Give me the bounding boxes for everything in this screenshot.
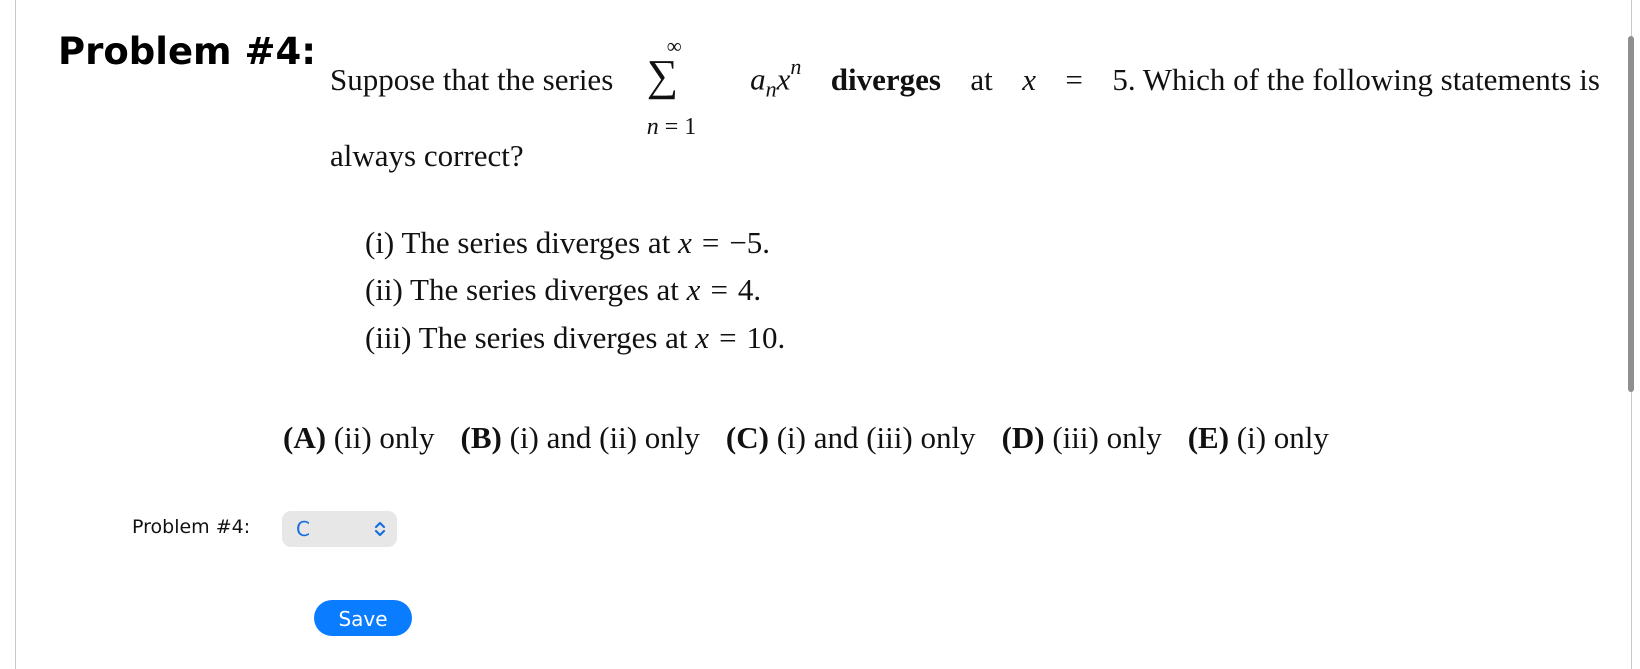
statement-var: x bbox=[678, 225, 692, 260]
sigma-glyph: ∑ bbox=[646, 51, 679, 101]
statement-var: x bbox=[695, 320, 710, 355]
term-subscript: n bbox=[765, 76, 777, 102]
summation-symbol bbox=[646, 34, 717, 141]
statement-text: (ii) The series diverges at bbox=[365, 272, 679, 307]
at-word: at bbox=[970, 62, 993, 98]
statement-value: −5. bbox=[729, 225, 771, 260]
answer-select[interactable] bbox=[282, 511, 397, 547]
statement-i bbox=[365, 225, 770, 261]
summation-lower-eq: = 1 bbox=[658, 114, 697, 141]
choice-text: (i) only bbox=[1236, 420, 1329, 455]
choice-text: (i) and (iii) only bbox=[776, 420, 976, 455]
statement-var: x bbox=[686, 272, 701, 307]
statement-ii bbox=[365, 272, 761, 308]
equals-sign: = bbox=[1065, 62, 1083, 98]
answer-label: Problem #4: bbox=[132, 516, 251, 538]
chevron-up-down-icon bbox=[373, 519, 387, 539]
answer-selected-value: C bbox=[296, 517, 310, 541]
choice-c bbox=[726, 420, 976, 456]
bold-diverges: diverges bbox=[830, 62, 941, 98]
question-prefix: Suppose that the series bbox=[330, 62, 614, 98]
choice-letter: (A) bbox=[283, 420, 327, 455]
statement-value: 10. bbox=[746, 320, 786, 355]
summation-upper-limit: ∞ bbox=[666, 34, 682, 59]
question-suffix: 5. Which of the following statements is bbox=[1112, 62, 1600, 98]
question-line-1 bbox=[330, 34, 1600, 141]
statement-value: 4. bbox=[737, 272, 762, 307]
choice-d bbox=[1002, 420, 1162, 456]
statement-text: (iii) The series diverges at bbox=[365, 320, 688, 355]
choice-e bbox=[1188, 420, 1329, 456]
term-superscript: n bbox=[790, 54, 802, 79]
question-line-2: always correct? bbox=[330, 138, 524, 173]
term-a: a bbox=[750, 61, 766, 97]
choice-letter: (C) bbox=[725, 420, 769, 455]
statement-text: (i) The series diverges at bbox=[365, 225, 671, 260]
choice-text: (ii) only bbox=[333, 420, 435, 455]
choice-b bbox=[461, 420, 700, 456]
choice-text: (i) and (ii) only bbox=[509, 420, 700, 455]
answer-choices bbox=[283, 420, 1329, 456]
choice-letter: (D) bbox=[1001, 420, 1045, 455]
statement-eq: = bbox=[701, 225, 720, 260]
choice-letter: (E) bbox=[1187, 420, 1230, 455]
summation-lower-limit bbox=[647, 114, 697, 141]
choice-letter: (B) bbox=[460, 420, 502, 455]
statement-eq: = bbox=[719, 320, 737, 355]
summation-lower-var: n bbox=[646, 114, 659, 141]
term-x: x bbox=[776, 61, 791, 97]
choice-text: (iii) only bbox=[1052, 420, 1162, 455]
save-button[interactable]: Save bbox=[314, 600, 412, 636]
statement-iii bbox=[365, 320, 785, 356]
scrollbar[interactable] bbox=[1628, 36, 1634, 392]
variable-x: x bbox=[1022, 62, 1036, 98]
problem-heading: Problem #4: bbox=[58, 30, 317, 73]
series-term bbox=[750, 54, 802, 103]
choice-a bbox=[283, 420, 435, 456]
statement-eq: = bbox=[710, 272, 728, 307]
